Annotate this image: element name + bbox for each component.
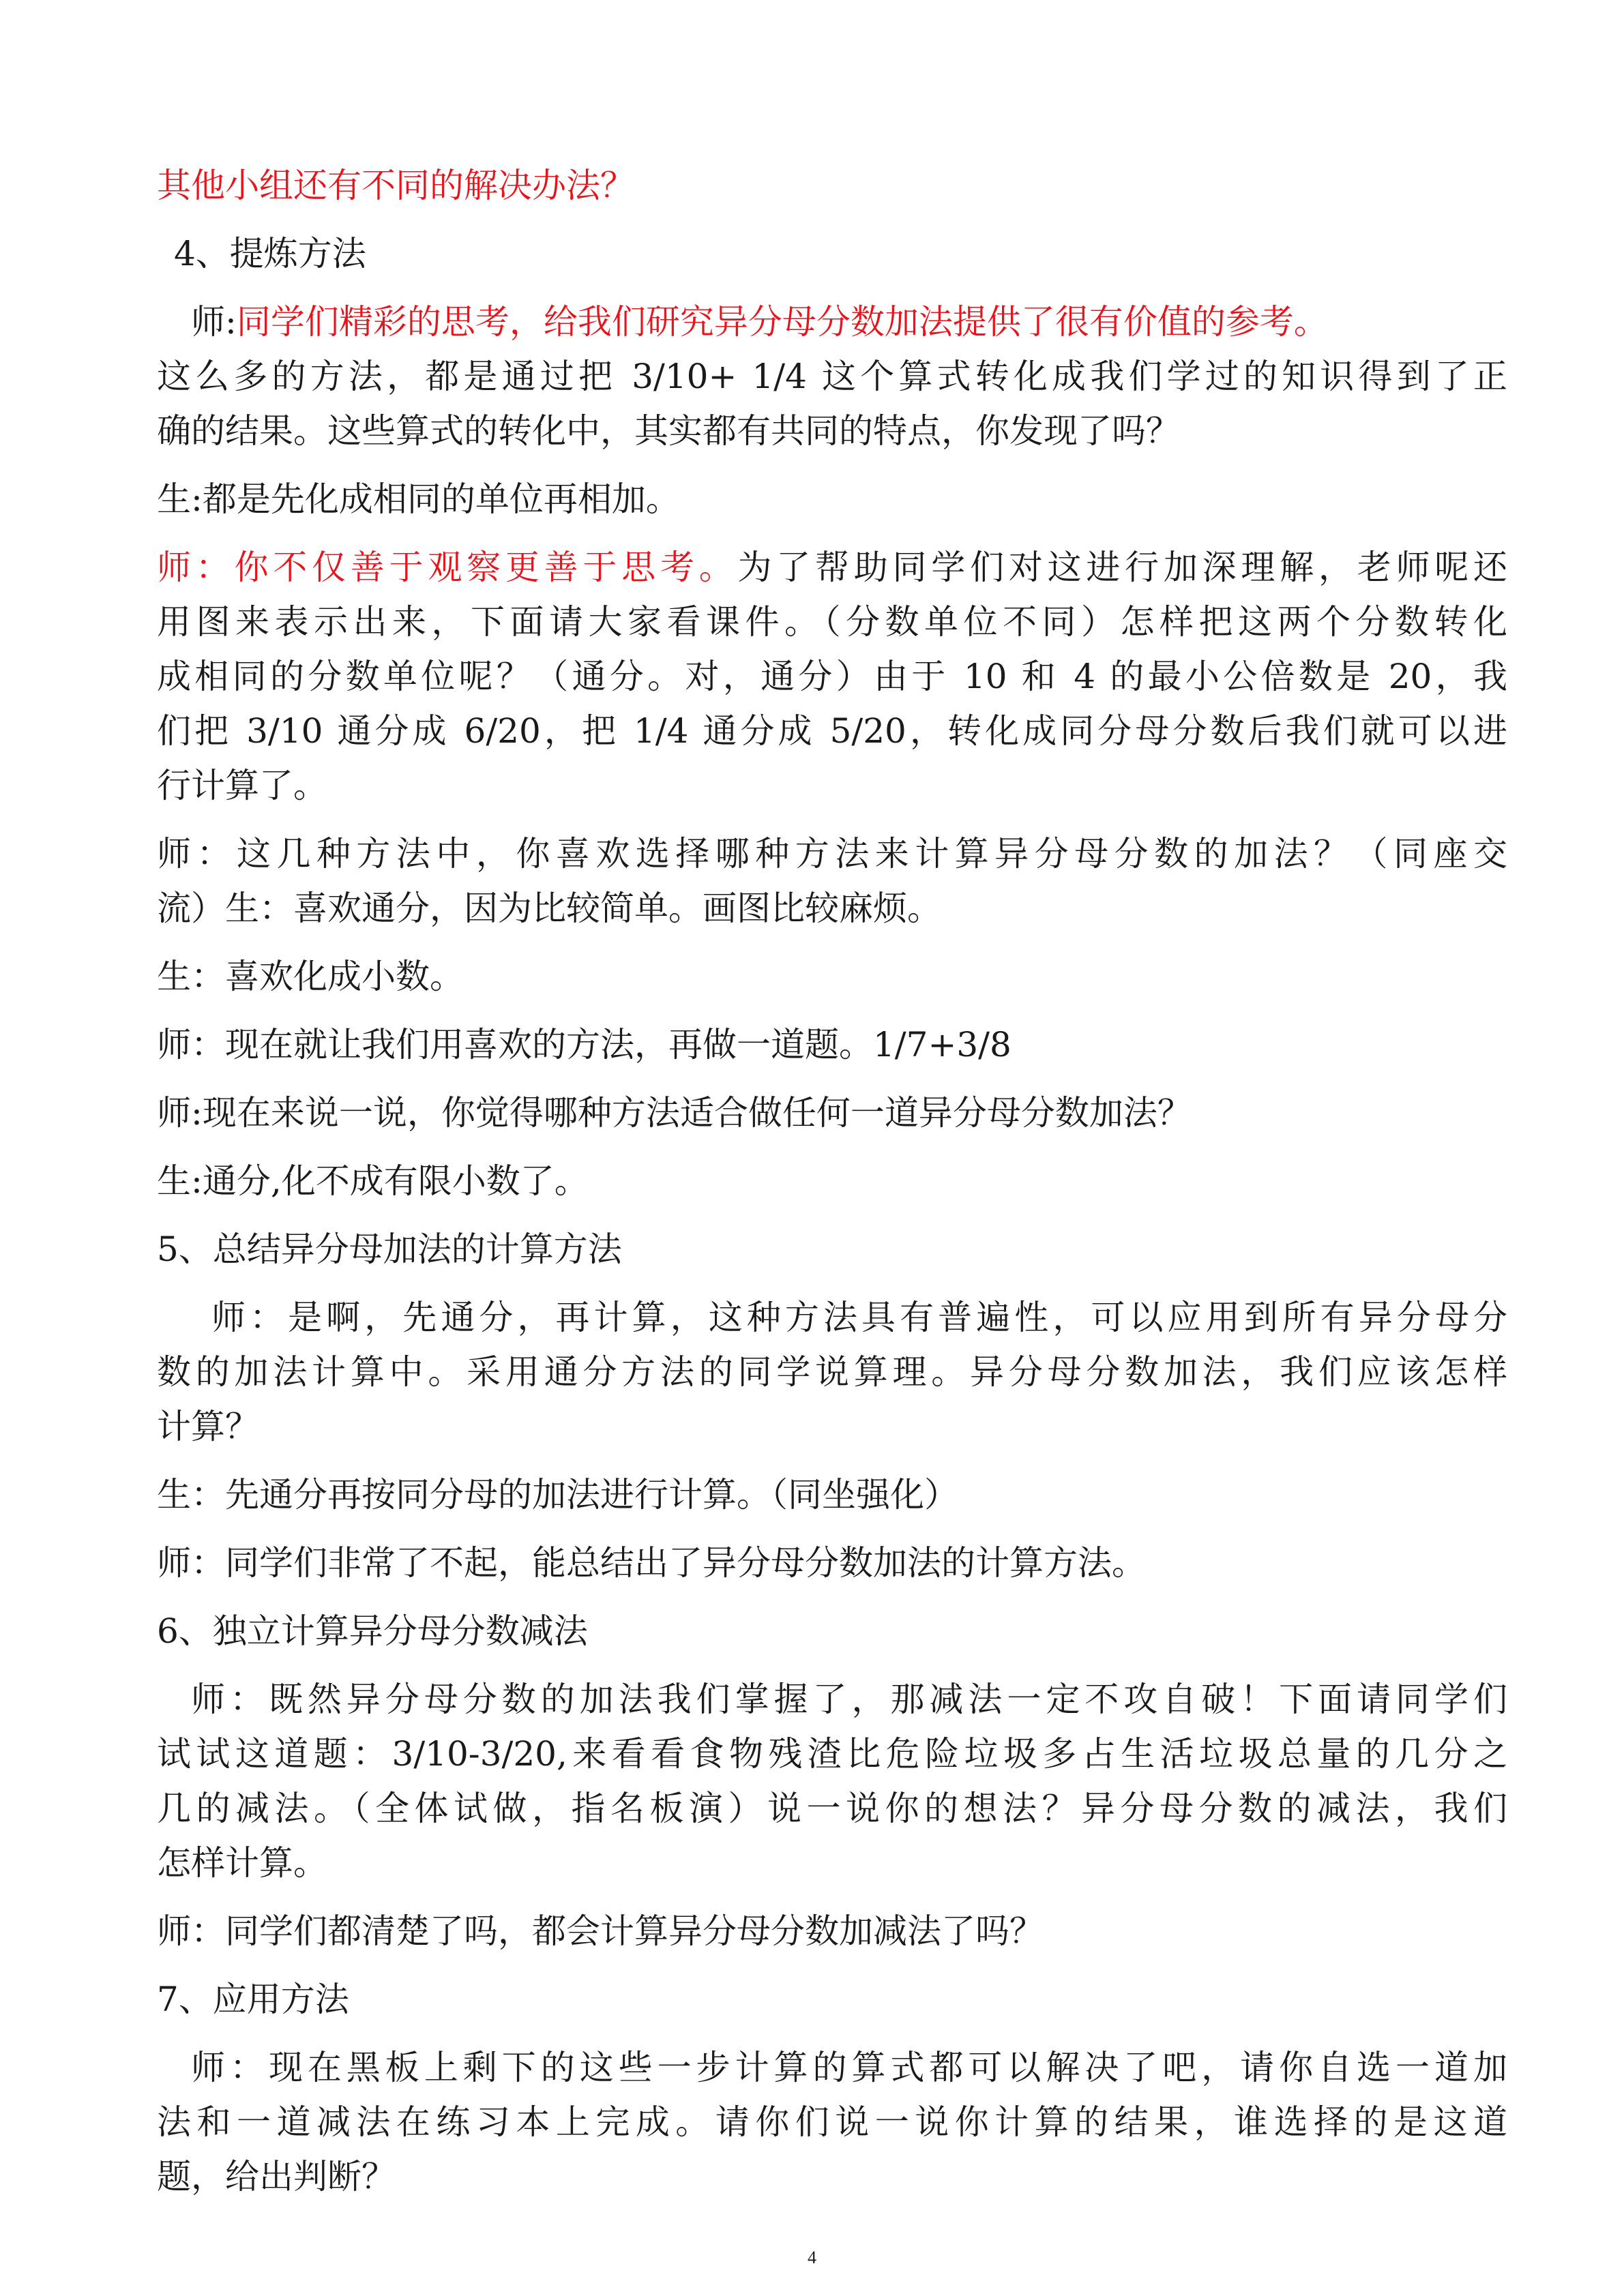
- teacher-line: 师：是啊，先通分，再计算，这种方法具有普遍性，可以应用到所有异分母分: [211, 1298, 1507, 1337]
- teacher-line: 师:现在来说一说，你觉得哪种方法适合做任何一道异分母分数加法？: [157, 1093, 1192, 1133]
- lesson-text-body: [157, 158, 1507, 2204]
- paragraph-line: 试试这道题：3/10-3/20,来看看食物残渣比危险垃圾多占生活垃圾总量的几分之: [157, 1734, 1507, 1774]
- student-line: 生：喜欢化成小数。: [157, 957, 464, 996]
- speaker-label: 师:: [191, 302, 237, 342]
- paragraph-line: 数的加法计算中。采用通分方法的同学说算理。异分母分数加法，我们应该怎样: [157, 1352, 1507, 1392]
- paragraph-line: 题，给出判断？: [157, 2157, 396, 2196]
- paragraph-line: 计算？: [157, 1407, 259, 1446]
- paragraph-line: 流）生：喜欢通分，因为比较简单。画图比较麻烦。: [157, 889, 941, 928]
- paragraph-line: 确的结果。这些算式的转化中，其实都有共同的特点，你发现了吗？: [157, 411, 1180, 451]
- paragraph-line: 们把 3/10 通分成 6/20，把 1/4 通分成 5/20，转化成同分母分数后我们就可以进: [157, 711, 1507, 751]
- section-heading-4: 4、提炼方法: [174, 234, 366, 273]
- student-line: 生:都是先化成相同的单位再相加。: [157, 479, 680, 519]
- teacher-line: 师：同学们非常了不起，能总结出了异分母分数加法的计算方法。: [157, 1543, 1146, 1583]
- section-heading-7: 7、应用方法: [157, 1980, 349, 2019]
- teacher-line: 师：现在就让我们用喜欢的方法，再做一道题。1/7+3/8: [157, 1025, 1012, 1064]
- section-heading-5: 5、总结异分母加法的计算方法: [157, 1229, 622, 1269]
- paragraph-text: 为了帮助同学们对这进行加深理解，老师呢还: [737, 548, 1507, 587]
- paragraph-line: 成相同的分数单位呢？（通分。对，通分）由于 10 和 4 的最小公倍数是 20，我: [157, 657, 1507, 696]
- paragraph-line: 几的减法。（全体试做，指名板演）说一说你的想法？异分母分数的减法，我们: [157, 1789, 1507, 1828]
- page-number: 4: [808, 2248, 816, 2267]
- paragraph-line: 法和一道减法在练习本上完成。请你们说一说你计算的结果，谁选择的是这道: [157, 2102, 1507, 2142]
- teacher-praise: 同学们精彩的思考，给我们研究异分母分数加法提供了很有价值的参考。: [236, 302, 1328, 342]
- paragraph-line: 用图来表示出来，下面请大家看课件。（分数单位不同）怎样把这两个分数转化: [157, 602, 1507, 642]
- paragraph-line: 怎样计算。: [157, 1843, 327, 1883]
- paragraph-line: 这么多的方法，都是通过把 3/10+ 1/4 这个算式转化成我们学过的知识得到了正: [157, 357, 1507, 396]
- teacher-praise: 师：你不仅善于观察更善于思考。: [157, 548, 738, 587]
- paragraph-line: 行计算了。: [157, 766, 327, 805]
- question-line: 其他小组还有不同的解决办法？: [157, 166, 634, 205]
- section-heading-6: 6、独立计算异分母分数减法: [157, 1611, 588, 1651]
- student-line: 生:通分,化不成有限小数了。: [157, 1161, 589, 1201]
- student-line: 生：先通分再按同分母的加法进行计算。（同坐强化）: [157, 1475, 958, 1515]
- teacher-line: 师：这几种方法中，你喜欢选择哪种方法来计算异分母分数的加法？（同座交: [157, 834, 1507, 874]
- teacher-line: [157, 295, 1507, 349]
- teacher-line: 师：同学们都清楚了吗，都会计算异分母分数加减法了吗？: [157, 1911, 1044, 1951]
- teacher-line: 师：现在黑板上剩下的这些一步计算的算式都可以解决了吧，请你自选一道加: [191, 2048, 1507, 2087]
- teacher-line: 师：既然异分母分数的加法我们掌握了，那减法一定不攻自破！下面请同学们: [191, 1680, 1507, 1719]
- teacher-line: [157, 540, 1507, 595]
